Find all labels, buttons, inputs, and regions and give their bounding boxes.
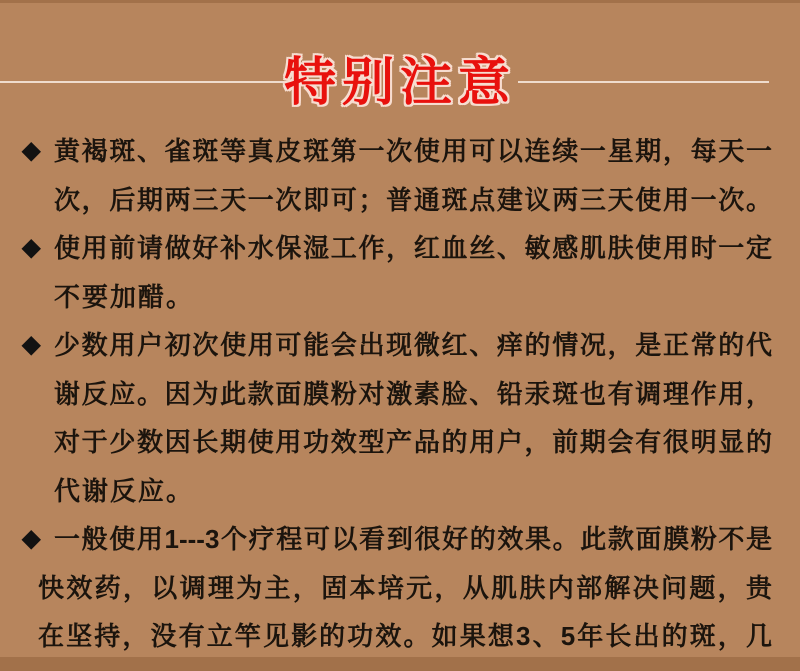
note-line — [22, 515, 772, 564]
bullet-diamond-icon: ◆ — [22, 525, 41, 552]
note-line-text: 不要加醋。 — [54, 281, 195, 312]
top-border-line — [0, 0, 800, 3]
bullet-diamond-icon: ◆ — [22, 234, 41, 261]
note-line-text: 在坚持，没有立竿见影的功效。如果想3、5年长出的斑，几 — [38, 621, 772, 651]
note-line-text: 快效药，以调理为主，固本培元，从肌肤内部解决问题，贵 — [38, 572, 772, 603]
note-line-text: 代谢反应。 — [54, 475, 195, 506]
header — [0, 40, 800, 120]
note-line-text: 对于少数因长期使用功效型产品的用户，前期会有很明显的 — [54, 427, 772, 457]
notes-list — [22, 127, 772, 661]
note-line-text: 一般使用1---3个疗程可以看到很好的效果。此款面膜粉不是 — [54, 524, 772, 554]
note-line — [22, 127, 772, 176]
note-item — [22, 515, 772, 661]
note-item — [22, 321, 772, 515]
note-item — [22, 127, 772, 224]
page-title: 特别注意 — [283, 54, 516, 112]
note-line-text: 使用前请做好补水保湿工作，红血丝、敏感肌肤使用时一定 — [54, 233, 772, 263]
bottom-border-band — [0, 657, 800, 671]
note-line-text: 次，后期两三天一次即可；普通斑点建议两三天使用一次。 — [54, 184, 772, 215]
note-line-text: 黄褐斑、雀斑等真皮斑第一次使用可以连续一星期，每天一 — [54, 136, 772, 166]
note-line-text: 少数用户初次使用可能会出现微红、痒的情况，是正常的代 — [54, 330, 772, 360]
note-line — [22, 224, 772, 273]
note-item — [22, 224, 772, 321]
bullet-diamond-icon: ◆ — [22, 331, 41, 358]
note-line-text: 谢反应。因为此款面膜粉对激素脸、铅汞斑也有调理作用， — [54, 378, 772, 409]
bullet-diamond-icon: ◆ — [22, 137, 41, 164]
note-line — [22, 321, 772, 370]
